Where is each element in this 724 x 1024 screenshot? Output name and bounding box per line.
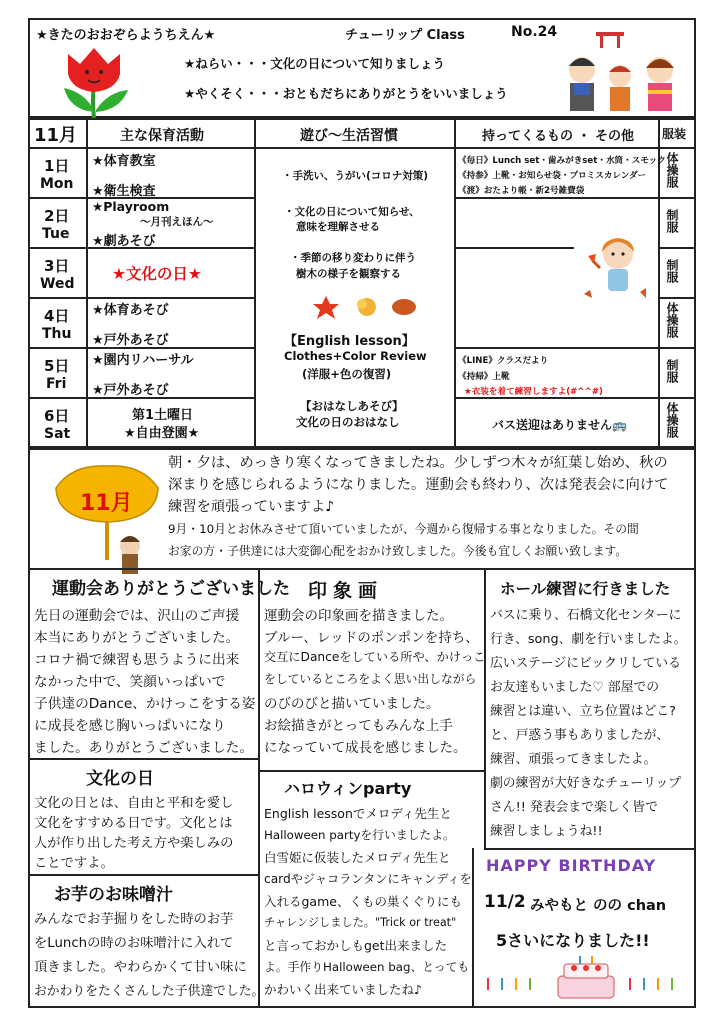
- thanks-line: コロナ禍で練習も思うように出来: [34, 652, 240, 668]
- day-date: 4日: [44, 307, 70, 325]
- birthday-cake-illustration: [480, 954, 692, 1004]
- col-main-activity: 主な保育活動: [120, 128, 204, 144]
- holiday-label: ★文化の日★: [112, 265, 202, 283]
- birthday-date: 11/2: [484, 892, 526, 912]
- clothes-label: 制服: [665, 359, 679, 383]
- class-name: チューリップ Class: [345, 28, 465, 43]
- imo-line: をLunchの時のお味噌汁に入れて: [34, 936, 234, 951]
- activity-item: ★衛生検査: [92, 184, 156, 199]
- intro-line: 9月・10月とお休みさせて頂いていましたが、今週から復帰する事となりました。その間: [168, 522, 639, 536]
- day-weekday: Mon: [40, 176, 74, 192]
- tulip-illustration: [50, 40, 140, 120]
- section-title-thanks: 運動会ありがとうございました: [52, 579, 290, 599]
- thanks-line: ました。ありがとうございました。: [34, 740, 254, 756]
- story-title: 【おはなしあそび】: [300, 399, 404, 413]
- no-bus-note: バス送迎はありません🚌: [492, 418, 627, 432]
- hall-line: お友達もいました♡ 部屋での: [490, 680, 660, 695]
- thanks-line: なかった中で、笑顔いっぱいで: [34, 674, 226, 690]
- activity-item: ★戸外あそび: [92, 383, 169, 398]
- section-title-imo: お芋のお味噌汁: [54, 885, 173, 905]
- hall-line: 練習とは違い、立ち位置はどこ?: [490, 704, 676, 719]
- birthday-heading: HAPPY BIRTHDAY: [486, 856, 657, 875]
- culture-line: 人が作り出した考え方や楽しみの: [34, 836, 234, 851]
- activity-item: ★戸外あそび: [92, 333, 169, 348]
- clothes-label: 体操服: [665, 402, 679, 438]
- print-line: になっていて成長を感じました。: [264, 740, 467, 756]
- autumn-leaves-icon: [312, 292, 422, 322]
- day-weekday: Wed: [40, 276, 75, 292]
- bring-item: 《渡》おたより帳・新2号雑費袋: [458, 186, 585, 196]
- halloween-line: English lessonでメロディ先生と: [264, 806, 452, 821]
- intro-line: 練習を頑張っていますよ♪: [168, 499, 335, 515]
- clothes-label: 体操服: [665, 152, 679, 188]
- day-date: 2日: [44, 207, 70, 225]
- hall-line: 行き、song、劇を行いましたよ。: [490, 632, 687, 647]
- bring-item: 《持参》上靴・お知らせ袋・プロミスカレンダー: [458, 171, 647, 181]
- activity-item: ★園内リハーサル: [92, 353, 194, 368]
- print-line: のびのびと描いていました。: [264, 696, 440, 712]
- activity-item: ★劇あそび: [92, 234, 156, 249]
- activity-item: ★自由登園★: [124, 426, 200, 441]
- halloween-line: かわいく出来ていましたね♪: [264, 982, 422, 997]
- clothes-label: 制服: [665, 259, 679, 283]
- day-weekday: Fri: [46, 376, 67, 392]
- birthday-name: みやもと のの chan: [530, 898, 667, 914]
- girl-autumn-illustration: [580, 232, 652, 304]
- costume-note: ★衣装を着て練習しますよ(#^^#): [464, 387, 603, 397]
- imo-line: みんなでお芋掘りをした時のお芋: [34, 912, 234, 927]
- day-weekday: Thu: [42, 326, 72, 342]
- birthday-age: 5さいになりました!!: [496, 931, 650, 950]
- habit-line: ・季節の移り変わりに伴う: [290, 252, 416, 264]
- bring-item: 《持帰》上靴: [458, 372, 510, 382]
- thanks-line: 子供達のDance、かけっこをする姿: [34, 696, 256, 712]
- hall-line: バスに乗り、石橋文化センターに: [490, 608, 682, 623]
- english-lesson-sub2: (洋服+色の復習): [302, 367, 392, 381]
- promise-text: ★やくそく・・・おともだちにありがとうをいいましょう: [184, 86, 508, 101]
- day-date: 5日: [44, 357, 70, 375]
- intro-line: お家の方・子供達には大変御心配をおかけ致しました。今後も宜しくお願い致します。: [168, 544, 628, 558]
- col-clothes: 服装: [662, 127, 687, 141]
- activity-item: ★体育あそび: [92, 303, 169, 318]
- bring-item: 《LINE》クラスだより: [458, 356, 549, 366]
- section-title-culture: 文化の日: [86, 769, 154, 789]
- activity-item: 第1土曜日: [132, 408, 194, 423]
- habit-line: ・文化の日について知らせ、: [284, 206, 420, 218]
- story-sub: 文化の日のおはなし: [296, 415, 400, 429]
- culture-line: 文化の日とは、自由と平和を愛し: [34, 796, 234, 811]
- children-illustration: [560, 30, 688, 116]
- habit-line: ・手洗い、うがい(コロナ対策): [282, 170, 429, 182]
- day-date: 3日: [44, 257, 70, 275]
- school-name: ★きたのおおぞらようちえん★: [36, 28, 216, 43]
- intro-line: 深まりを感じられるようになりました。運動会も終わり、次は発表会に向けて: [168, 477, 669, 493]
- english-lesson-sub: Clothes+Color Review: [284, 349, 427, 363]
- day-date: 6日: [44, 407, 70, 425]
- halloween-line: チャレンジしました。"Trick or treat": [264, 916, 457, 929]
- hall-line: さん!! 発表会まで楽しく皆で: [490, 800, 658, 815]
- activity-item: ★Playroom: [92, 199, 170, 214]
- halloween-line: 入れるgame、くもの巣くぐりにも: [264, 894, 462, 909]
- aim-text: ★ねらい・・・文化の日について知りましょう: [184, 56, 445, 71]
- clothes-label: 制服: [665, 209, 679, 233]
- halloween-line: cardやジャコランタンにキャンディを: [264, 872, 472, 886]
- activity-item: ★体育教室: [92, 154, 156, 169]
- thanks-line: に成長を感じ胸いっぱいになり: [34, 718, 226, 734]
- hall-line: 練習しましょうね!!: [490, 824, 603, 839]
- activity-subitem: ～月刊えほん～: [140, 216, 214, 228]
- halloween-line: Halloween partyを行いましたよ。: [264, 828, 455, 842]
- col-play-habits: 遊び～生活習慣: [300, 128, 398, 144]
- hall-line: 広いステージにビックリしている: [490, 656, 681, 671]
- day-weekday: Tue: [42, 226, 70, 242]
- thanks-line: 先日の運動会では、沢山のご声援: [34, 608, 240, 624]
- imo-line: 頂きました。やわらかくて甘い味に: [34, 960, 247, 975]
- ginkgo-leaf-illustration: [52, 460, 162, 580]
- print-line: をしているところをよく思い出しながら: [264, 672, 477, 686]
- intro-line: 朝・夕は、めっきり寒くなってきましたね。少しずつ木々が紅葉し始め、秋の: [168, 455, 668, 471]
- clothes-label: 体操服: [665, 302, 679, 338]
- bring-item: 《毎日》Lunch set・歯みがきset・水筒・スモック: [458, 156, 666, 166]
- thanks-line: 本当にありがとうございました。: [34, 630, 240, 646]
- culture-line: ことですよ。: [34, 856, 114, 871]
- halloween-line: 白雪姫に仮装したメロディ先生と: [264, 850, 451, 865]
- section-title-print: 印象画: [308, 580, 384, 602]
- section-title-halloween: ハロウィンparty: [284, 779, 412, 798]
- halloween-line: よ。手作りHalloween bag、とっても: [264, 960, 470, 974]
- culture-line: 文化をすすめる日です。文化とは: [34, 816, 233, 831]
- hall-line: 劇の練習が大好きなチューリップ: [490, 776, 682, 791]
- print-line: ブルー、レッドのポンポンを持ち、: [264, 630, 479, 646]
- section-title-hall: ホール練習に行きました: [500, 580, 671, 598]
- col-bring: 持ってくるもの ・ その他: [482, 129, 635, 144]
- habit-line: 意味を理解させる: [296, 221, 380, 233]
- hall-line: 練習、頑張ってきましたよ。: [490, 752, 657, 767]
- habit-line: 樹木の様子を観察する: [296, 268, 401, 280]
- imo-line: おかわりをたくさんした子供達でした。: [34, 984, 265, 999]
- halloween-line: と言っておかしもget出来ました: [264, 938, 448, 953]
- hall-line: と、戸惑う事もありましたが、: [490, 728, 670, 743]
- month-label: 11月: [34, 125, 78, 146]
- print-line: 交互にDanceをしている所や、かけっこ: [264, 650, 486, 664]
- issue-number: No.24: [511, 24, 558, 40]
- day-date: 1日: [44, 157, 70, 175]
- print-line: お絵描きがとってもみんな上手: [264, 718, 453, 734]
- english-lesson-title: 【English lesson】: [284, 334, 415, 349]
- print-line: 運動会の印象画を描きました。: [264, 608, 453, 624]
- month-badge: 11月: [80, 491, 133, 516]
- day-weekday: Sat: [44, 426, 71, 442]
